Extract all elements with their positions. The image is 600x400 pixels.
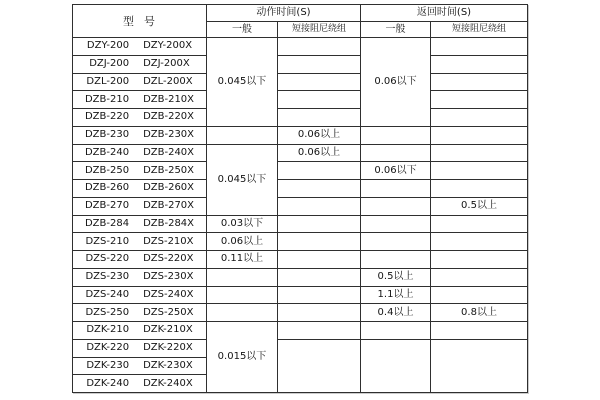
return-general-cell xyxy=(361,233,431,251)
model-cell xyxy=(73,91,207,109)
return-general-cell xyxy=(361,215,431,233)
return-damping-cell xyxy=(431,268,528,286)
model-name: DZB-250X xyxy=(143,164,195,176)
action-damping-cell xyxy=(278,162,361,180)
model-cell xyxy=(73,38,207,56)
action-damping-cell xyxy=(278,73,361,91)
model-name: DZK-220X xyxy=(143,342,193,354)
model-name: DZJ-200X xyxy=(143,58,190,70)
return-damping-cell xyxy=(431,55,528,73)
action-damping-cell xyxy=(278,55,361,73)
model-pair xyxy=(73,41,206,51)
table-row xyxy=(73,73,528,91)
action-damping-cell xyxy=(278,197,361,215)
return-general-cell xyxy=(361,251,431,269)
model-name: DZK-220 xyxy=(86,342,130,354)
model-cell xyxy=(73,73,207,91)
model-name: DZL-200 xyxy=(86,75,130,87)
model-name: DZS-240 xyxy=(85,288,130,300)
return-general-cell xyxy=(361,180,431,198)
model-pair xyxy=(73,95,206,105)
action-damping-cell xyxy=(278,322,361,340)
model-name: DZB-284 xyxy=(84,217,130,229)
subheader-action-damping: 短接阻尼绕组 xyxy=(278,22,361,38)
model-cell xyxy=(73,144,207,162)
spec-table xyxy=(72,4,528,393)
model-cell xyxy=(73,268,207,286)
header-return-time: 返回时间(S) xyxy=(361,5,528,22)
table-row xyxy=(73,162,528,180)
model-cell xyxy=(73,215,207,233)
return-damping-cell xyxy=(431,109,528,127)
action-damping-cell xyxy=(278,180,361,198)
model-name: DZS-250X xyxy=(143,306,194,318)
table-row xyxy=(73,197,528,215)
return-damping-cell xyxy=(431,180,528,198)
model-cell xyxy=(73,197,207,215)
return-general-cell xyxy=(361,339,431,392)
model-pair xyxy=(73,219,206,229)
model-cell xyxy=(73,180,207,198)
action-damping-cell: 0.06以上 xyxy=(278,126,361,144)
table-row xyxy=(73,304,528,322)
table-row xyxy=(73,322,528,340)
model-name: DZS-230 xyxy=(85,271,130,283)
model-name: DZB-220 xyxy=(84,111,130,123)
action-damping-cell xyxy=(278,268,361,286)
model-pair xyxy=(73,77,206,87)
return-general-cell: 0.06以下 xyxy=(361,38,431,127)
header-model: 型 号 xyxy=(73,5,207,38)
model-cell xyxy=(73,55,207,73)
model-pair xyxy=(73,379,206,389)
subheader-return-damping: 短接阻尼绕组 xyxy=(431,22,528,38)
model-cell xyxy=(73,357,207,375)
action-damping-cell xyxy=(278,38,361,56)
action-general-cell: 0.06以上 xyxy=(207,233,278,251)
model-cell xyxy=(73,233,207,251)
model-name: DZS-240X xyxy=(143,288,194,300)
model-name: DZK-210 xyxy=(86,324,130,336)
action-damping-cell: 0.06以上 xyxy=(278,144,361,162)
return-damping-cell xyxy=(431,339,528,392)
model-pair xyxy=(73,148,206,158)
table-row xyxy=(73,286,528,304)
action-general-cell: 0.03以下 xyxy=(207,215,278,233)
model-name: DZS-210X xyxy=(143,235,194,247)
action-damping-cell xyxy=(278,339,361,392)
return-damping-cell xyxy=(431,144,528,162)
model-name: DZB-220X xyxy=(143,111,195,123)
spec-table-body xyxy=(73,38,528,393)
return-damping-cell: 0.8以上 xyxy=(431,304,528,322)
action-general-cell: 0.11以上 xyxy=(207,251,278,269)
table-row xyxy=(73,38,528,56)
model-name: DZS-220 xyxy=(85,253,130,265)
model-name: DZB-210X xyxy=(143,93,195,105)
return-damping-cell xyxy=(431,322,528,340)
return-damping-cell xyxy=(431,251,528,269)
model-name: DZB-284X xyxy=(143,217,195,229)
return-general-cell xyxy=(361,144,431,162)
model-name: DZB-210 xyxy=(84,93,130,105)
model-cell xyxy=(73,339,207,357)
return-general-cell: 0.5以上 xyxy=(361,268,431,286)
model-cell xyxy=(73,162,207,180)
table-row xyxy=(73,144,528,162)
model-name: DZS-220X xyxy=(143,253,194,265)
table-row xyxy=(73,215,528,233)
return-general-cell xyxy=(361,126,431,144)
table-row xyxy=(73,126,528,144)
model-pair xyxy=(73,308,206,318)
model-name: DZB-270X xyxy=(143,200,195,212)
subheader-return-general: 一般 xyxy=(361,22,431,38)
table-row xyxy=(73,91,528,109)
action-damping-cell xyxy=(278,233,361,251)
return-general-cell xyxy=(361,197,431,215)
action-general-cell xyxy=(207,268,278,286)
return-damping-cell xyxy=(431,38,528,56)
return-general-cell: 1.1以上 xyxy=(361,286,431,304)
action-damping-cell xyxy=(278,109,361,127)
action-general-cell: 0.045以下 xyxy=(207,144,278,215)
return-general-cell: 0.06以下 xyxy=(361,162,431,180)
model-pair xyxy=(73,112,206,122)
model-name: DZL-200X xyxy=(143,75,193,87)
return-damping-cell xyxy=(431,215,528,233)
action-damping-cell xyxy=(278,251,361,269)
subheader-action-general: 一般 xyxy=(207,22,278,38)
return-damping-cell xyxy=(431,233,528,251)
return-general-cell xyxy=(361,322,431,340)
model-name: DZK-210X xyxy=(143,324,193,336)
return-damping-cell xyxy=(431,73,528,91)
model-pair xyxy=(73,343,206,353)
action-general-cell xyxy=(207,126,278,144)
model-cell xyxy=(73,322,207,340)
return-damping-cell xyxy=(431,126,528,144)
table-row xyxy=(73,233,528,251)
model-name: DZS-250 xyxy=(85,306,130,318)
action-general-cell: 0.015以下 xyxy=(207,322,278,393)
header-row-1 xyxy=(73,5,528,22)
model-pair xyxy=(73,166,206,176)
model-name: DZY-200 xyxy=(86,40,130,52)
model-cell xyxy=(73,304,207,322)
model-name: DZB-260X xyxy=(143,182,195,194)
model-name: DZB-260 xyxy=(84,182,130,194)
model-name: DZB-250 xyxy=(84,164,130,176)
model-name: DZB-230 xyxy=(84,129,130,141)
action-damping-cell xyxy=(278,215,361,233)
table-row xyxy=(73,251,528,269)
model-name: DZB-240 xyxy=(84,146,130,158)
model-name: DZB-270 xyxy=(84,200,130,212)
return-damping-cell xyxy=(431,162,528,180)
model-name: DZY-200X xyxy=(143,40,193,52)
model-pair xyxy=(73,183,206,193)
action-damping-cell xyxy=(278,304,361,322)
model-name: DZK-230 xyxy=(86,359,130,371)
model-name: DZS-230X xyxy=(143,271,194,283)
return-damping-cell xyxy=(431,286,528,304)
model-cell xyxy=(73,375,207,393)
return-damping-cell xyxy=(431,91,528,109)
model-pair xyxy=(73,290,206,300)
model-cell xyxy=(73,126,207,144)
model-cell xyxy=(73,251,207,269)
header-action-time: 动作时间(S) xyxy=(207,5,361,22)
table-row xyxy=(73,109,528,127)
action-general-cell xyxy=(207,286,278,304)
model-name: DZK-240X xyxy=(143,377,193,389)
model-cell xyxy=(73,109,207,127)
model-name: DZJ-200 xyxy=(89,58,130,70)
return-damping-cell: 0.5以上 xyxy=(431,197,528,215)
model-pair xyxy=(73,272,206,282)
action-general-cell xyxy=(207,304,278,322)
action-general-cell: 0.045以下 xyxy=(207,38,278,127)
return-general-cell: 0.4以上 xyxy=(361,304,431,322)
model-pair xyxy=(73,254,206,264)
model-pair xyxy=(73,59,206,69)
table-row xyxy=(73,339,528,357)
model-pair xyxy=(73,237,206,247)
model-name: DZK-230X xyxy=(143,359,193,371)
model-pair xyxy=(73,130,206,140)
action-damping-cell xyxy=(278,286,361,304)
model-name: DZB-240X xyxy=(143,146,195,158)
model-name: DZK-240 xyxy=(86,377,130,389)
model-pair xyxy=(73,361,206,371)
table-row xyxy=(73,180,528,198)
model-name: DZS-210 xyxy=(85,235,130,247)
table-row xyxy=(73,55,528,73)
model-name: DZB-230X xyxy=(143,129,195,141)
action-damping-cell xyxy=(278,91,361,109)
table-row xyxy=(73,268,528,286)
model-cell xyxy=(73,286,207,304)
model-pair xyxy=(73,325,206,335)
model-pair xyxy=(73,201,206,211)
